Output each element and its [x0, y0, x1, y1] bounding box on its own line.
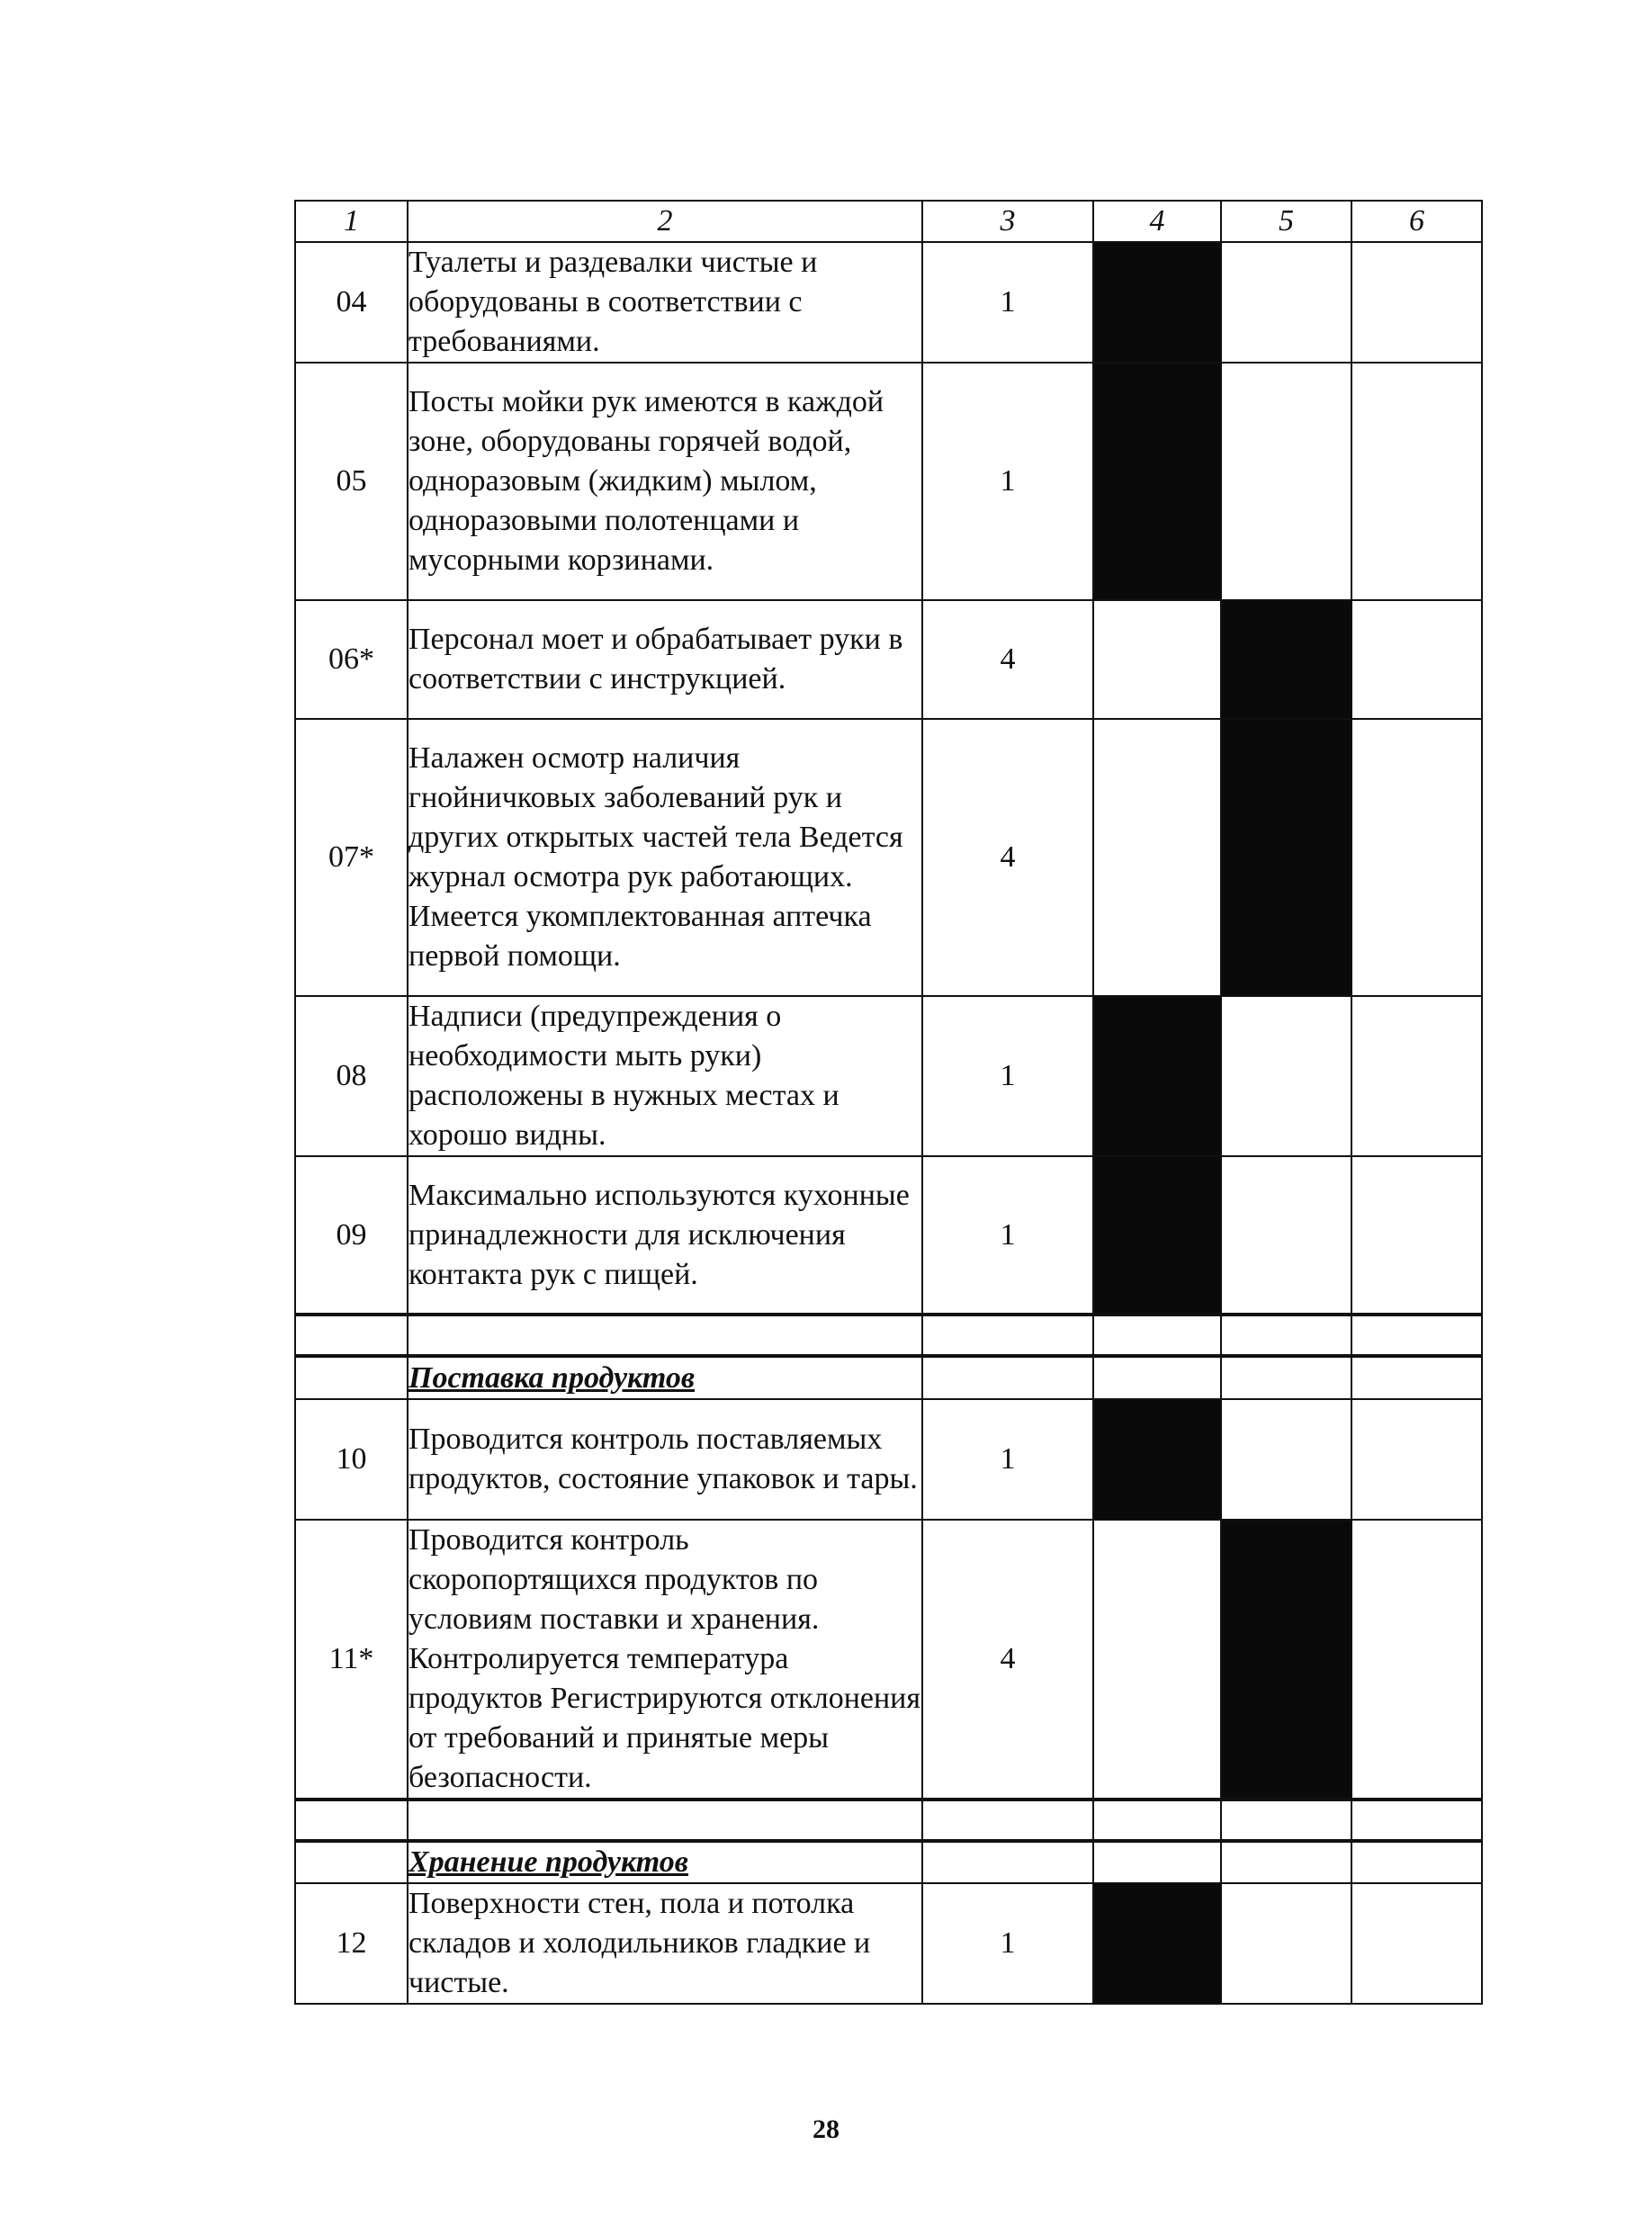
row-score: 1 [922, 1156, 1093, 1315]
empty-cell [1351, 1315, 1482, 1356]
checklist-table [294, 200, 1483, 2005]
row-score: 4 [922, 600, 1093, 719]
shaded-cell [1221, 600, 1351, 719]
empty-cell [1093, 1800, 1221, 1841]
section-row [295, 1841, 1482, 1883]
row-number: 10 [295, 1399, 408, 1520]
spacer-row [295, 1800, 1482, 1841]
column-header: 1 [295, 201, 408, 242]
row-number: 04 [295, 242, 408, 363]
empty-cell [1351, 1520, 1482, 1800]
empty-cell [922, 1356, 1093, 1399]
table-row [295, 600, 1482, 719]
section-title: Поставка продуктов [408, 1356, 922, 1399]
empty-cell [1351, 996, 1482, 1156]
empty-cell [1351, 1841, 1482, 1883]
section-title: Хранение продуктов [408, 1841, 922, 1883]
shaded-cell [1093, 1883, 1221, 2004]
empty-cell [1093, 1841, 1221, 1883]
row-score: 4 [922, 719, 1093, 996]
shaded-cell [1221, 1520, 1351, 1800]
shaded-cell [1093, 1156, 1221, 1315]
row-text: Проводится контроль поставляемых продуктов, состояние упаковок и тары. [408, 1399, 922, 1520]
table-row [295, 242, 1482, 363]
empty-cell [1221, 1356, 1351, 1399]
empty-cell [1351, 242, 1482, 363]
table-row [295, 996, 1482, 1156]
empty-cell [1351, 1883, 1482, 2004]
row-number: 11* [295, 1520, 408, 1800]
table-row [295, 1399, 1482, 1520]
column-header: 6 [1351, 201, 1482, 242]
column-header: 3 [922, 201, 1093, 242]
empty-cell [922, 1315, 1093, 1356]
empty-cell [1093, 1356, 1221, 1399]
row-score: 1 [922, 1883, 1093, 2004]
empty-cell [922, 1841, 1093, 1883]
row-number: 06* [295, 600, 408, 719]
empty-cell [295, 1800, 408, 1841]
shaded-cell [1093, 363, 1221, 600]
empty-cell [1351, 363, 1482, 600]
header-row [295, 201, 1482, 242]
row-number: 12 [295, 1883, 408, 2004]
row-number: 05 [295, 363, 408, 600]
row-number: 07* [295, 719, 408, 996]
shaded-cell [1093, 996, 1221, 1156]
empty-cell [1093, 719, 1221, 996]
empty-cell [1351, 1399, 1482, 1520]
row-score: 1 [922, 996, 1093, 1156]
empty-cell [922, 1800, 1093, 1841]
row-text: Поверхности стен, пола и потолка складов и холодильников гладкие и чистые. [408, 1883, 922, 2004]
row-number: 09 [295, 1156, 408, 1315]
row-text: Проводится контроль скоропортящихся продуктов по условиям поставки и хранения. Контролируется температура продуктов Регистрируются отклонения от требований и принятые меры безопасности. [408, 1520, 922, 1800]
row-score: 4 [922, 1520, 1093, 1800]
shaded-cell [1093, 1399, 1221, 1520]
empty-cell [1351, 600, 1482, 719]
shaded-cell [1221, 719, 1351, 996]
empty-cell [1221, 1399, 1351, 1520]
table-row [295, 363, 1482, 600]
row-text: Надписи (предупреждения о необходимости мыть руки) расположены в нужных местах и хорошо видны. [408, 996, 922, 1156]
empty-cell [1093, 600, 1221, 719]
page-number: 28 [813, 2114, 839, 2144]
shaded-cell [1093, 242, 1221, 363]
empty-cell [1221, 1315, 1351, 1356]
table-row [295, 1883, 1482, 2004]
empty-cell [1351, 719, 1482, 996]
empty-cell [1221, 1841, 1351, 1883]
empty-cell [1221, 242, 1351, 363]
spacer-row [295, 1315, 1482, 1356]
empty-cell [408, 1800, 922, 1841]
table-row [295, 719, 1482, 996]
section-row [295, 1356, 1482, 1399]
empty-cell [1351, 1156, 1482, 1315]
column-header: 4 [1093, 201, 1221, 242]
empty-cell [1093, 1315, 1221, 1356]
empty-cell [1221, 1156, 1351, 1315]
table-row [295, 1520, 1482, 1800]
empty-cell [295, 1315, 408, 1356]
empty-cell [1351, 1800, 1482, 1841]
row-text: Туалеты и раздевалки чистые и оборудованы в соответствии с требованиями. [408, 242, 922, 363]
empty-cell [1221, 1883, 1351, 2004]
row-score: 1 [922, 363, 1093, 600]
column-header: 5 [1221, 201, 1351, 242]
row-text: Персонал моет и обрабатывает руки в соответствии с инструкцией. [408, 600, 922, 719]
table-row [295, 1156, 1482, 1315]
row-text: Посты мойки рук имеются в каждой зоне, оборудованы горячей водой, одноразовым (жидким) мылом, одноразовыми полотенцами и мусорными корзинами. [408, 363, 922, 600]
empty-cell [295, 1841, 408, 1883]
empty-cell [295, 1356, 408, 1399]
empty-cell [1093, 1520, 1221, 1800]
empty-cell [1221, 363, 1351, 600]
empty-cell [1221, 996, 1351, 1156]
row-text: Налажен осмотр наличия гнойничковых заболеваний рук и других открытых частей тела Ведется журнал осмотра рук работающих. Имеется укомплектованная аптечка первой помощи. [408, 719, 922, 996]
row-score: 1 [922, 242, 1093, 363]
row-number: 08 [295, 996, 408, 1156]
column-header: 2 [408, 201, 922, 242]
empty-cell [1351, 1356, 1482, 1399]
row-score: 1 [922, 1399, 1093, 1520]
empty-cell [408, 1315, 922, 1356]
empty-cell [1221, 1800, 1351, 1841]
row-text: Максимально используются кухонные принадлежности для исключения контакта рук с пищей. [408, 1156, 922, 1315]
